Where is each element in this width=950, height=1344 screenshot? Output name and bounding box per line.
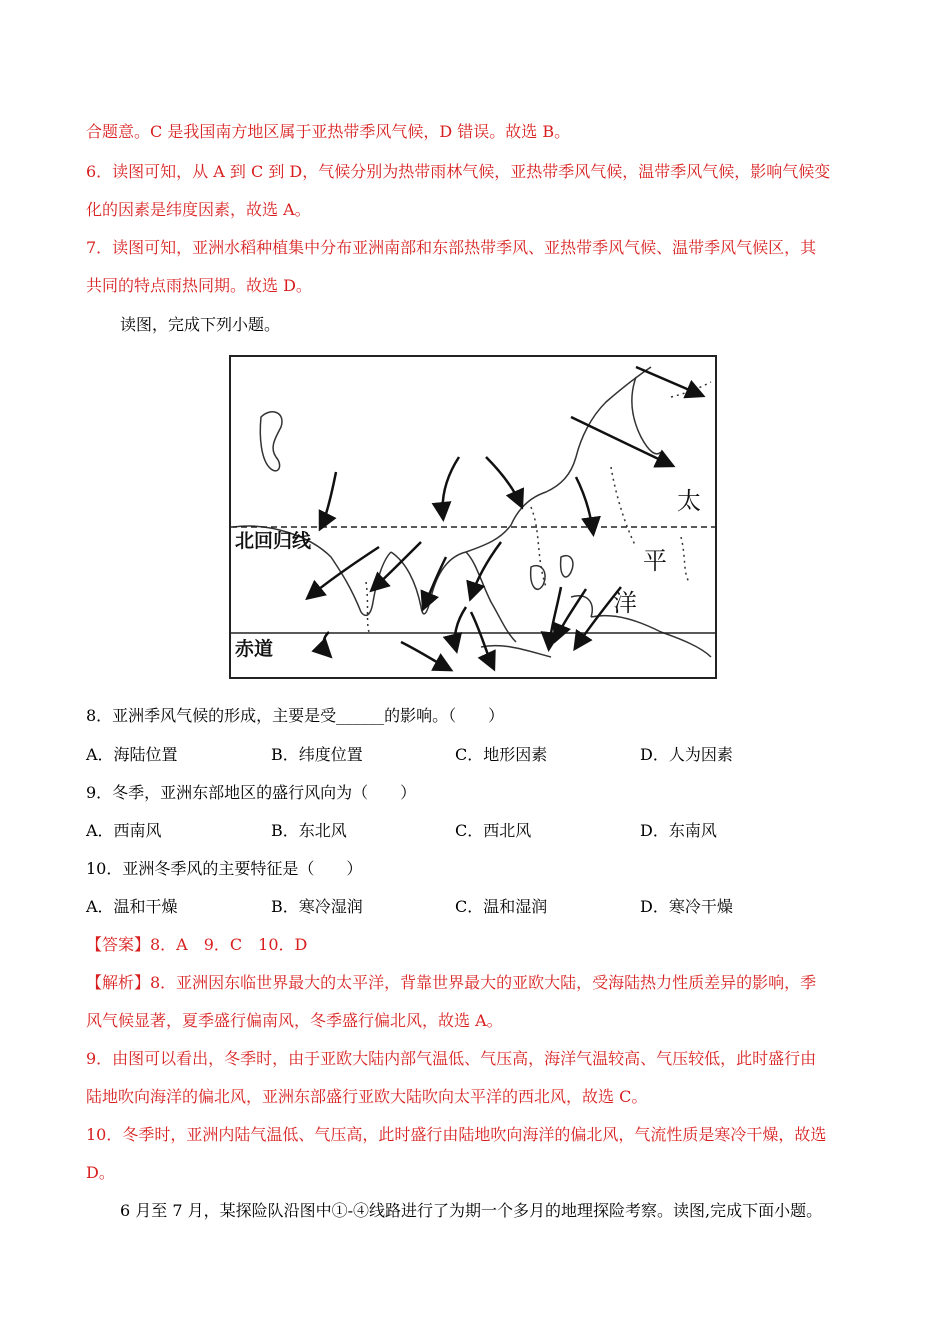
prev-answer-line-5: 合题意。C 是我国南方地区属于亚热带季风气候，D 错误。故选 B。 [86,122,571,141]
asia-monsoon-map [229,355,717,679]
equator-label: 赤道 [235,639,274,660]
tropic-label: 北回归线 [235,531,312,552]
answer-line: 【答案】8．A 9．C 10．D [86,935,308,954]
prev-answer-line-6b: 化的因素是纬度因素，故选 A。 [86,200,311,219]
question-10-stem: 10．亚洲冬季风的主要特征是（ ） [86,859,363,878]
intro-text: 读图，完成下列小题。 [120,315,281,334]
prev-answer-line-7a: 7．读图可知，亚洲水稻种植集中分布亚洲南部和东部热带季风、亚热带季风气候、温带季风气候区，其 [86,238,817,257]
analysis-10-line-2: D。 [86,1163,115,1182]
q10-option-d: D．寒冷干燥 [640,897,733,916]
q10-option-a: A．温和干燥 [86,897,178,916]
q8-option-b: B．纬度位置 [271,745,363,764]
prev-answer-line-7b: 共同的特点雨热同期。故选 D。 [86,276,312,295]
q10-option-c: C．温和湿润 [455,897,548,916]
q8-option-a: A．海陆位置 [86,745,178,764]
ocean-label-tai: 太 [677,488,701,515]
question-8-stem: 8．亚洲季风气候的形成，主要是受______的影响。（ ） [86,706,505,725]
map-svg [231,357,715,677]
analysis-9-line-1: 9．由图可以看出，冬季时，由于亚欧大陆内部气温低、气压高，海洋气温较高、气压较低，此时盛行由 [86,1049,817,1068]
analysis-8-line-1: 【解析】8．亚洲因东临世界最大的太平洋，背靠世界最大的亚欧大陆，受海陆热力性质差异的影响，季 [86,973,817,992]
ocean-label-yang: 洋 [613,590,637,617]
question-9-stem: 9．冬季，亚洲东部地区的盛行风向为（ ） [86,783,417,802]
q10-option-b: B．寒冷湿润 [271,897,363,916]
q8-option-c: C．地形因素 [455,745,548,764]
ocean-label-ping: 平 [643,548,667,575]
q9-option-c: C．西北风 [455,821,532,840]
next-group-intro: 6 月至 7 月，某探险队沿图中①-④线路进行了为期一个多月的地理探险考察。读图,完成下面小题。 [120,1201,823,1220]
prev-answer-line-6a: 6．读图可知，从 A 到 C 到 D，气候分别为热带雨林气候，亚热带季风气候，温带季风气候，影响气候变 [86,162,831,181]
q8-option-d: D．人为因素 [640,745,733,764]
analysis-10-line-1: 10．冬季时，亚洲内陆气温低、气压高，此时盛行由陆地吹向海洋的偏北风，气流性质是寒冷干燥，故选 [86,1125,827,1144]
analysis-9-line-2: 陆地吹向海洋的偏北风，亚洲东部盛行亚欧大陆吹向太平洋的西北风，故选 C。 [86,1087,648,1106]
q9-option-a: A．西南风 [86,821,162,840]
q9-option-b: B．东北风 [271,821,347,840]
q9-option-d: D．东南风 [640,821,717,840]
analysis-8-line-2: 风气候显著，夏季盛行偏南风，冬季盛行偏北风，故选 A。 [86,1011,503,1030]
